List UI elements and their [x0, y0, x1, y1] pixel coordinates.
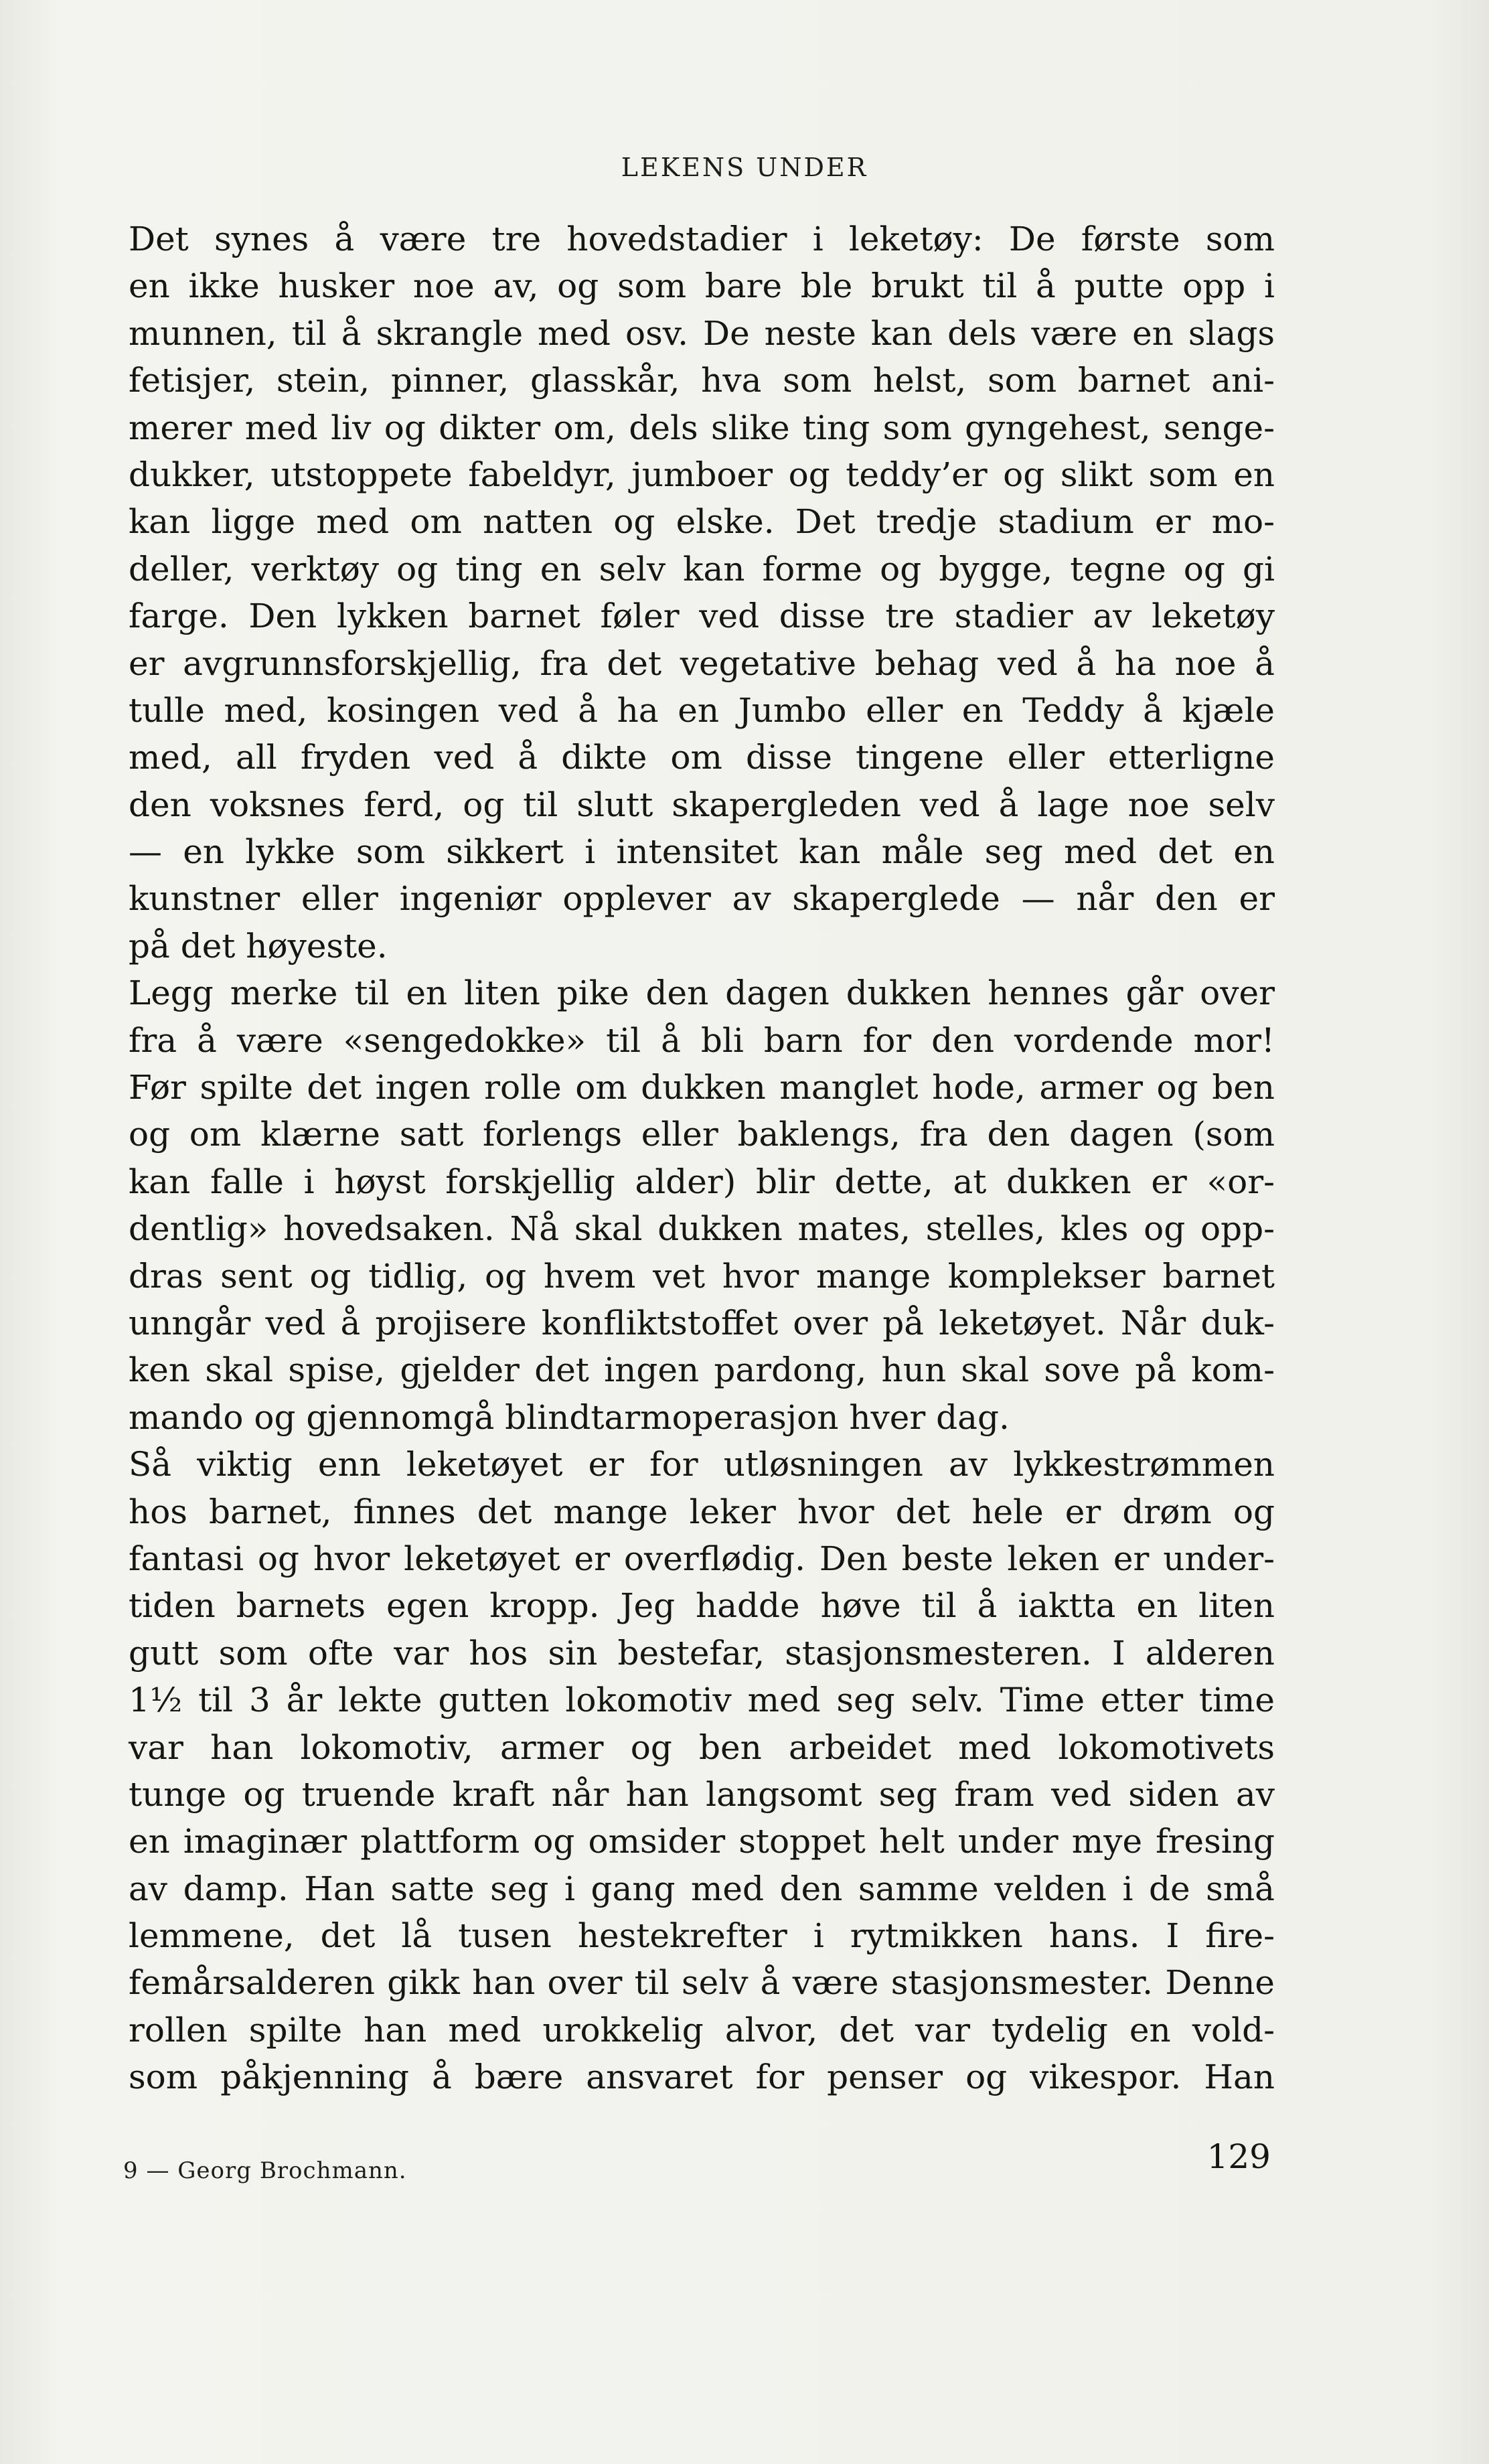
body-text	[129, 216, 1275, 2101]
text-line: kunstner eller ingeniør opplever av skaperglede — når den er	[129, 879, 1275, 919]
text-line: som påkjenning å bære ansvaret for penser og vikespor. Han	[129, 2058, 1275, 2097]
text-line: tunge og truende kraft når han langsomt seg fram ved siden av	[129, 1774, 1275, 1814]
text-line: er avgrunnsforskjellig, fra det vegetative behag ved å ha noe å	[129, 643, 1275, 683]
text-line: — en lykke som sikkert i intensitet kan måle seg med det en	[129, 832, 1275, 872]
text-line: mando og gjennomgå blindtarmoperasjon hver dag.	[129, 1397, 1010, 1437]
text-line: tiden barnets egen kropp. Jeg hadde høve til å iaktta en liten	[129, 1586, 1275, 1626]
text-line: Så viktig enn leketøyet er for utløsningen av lykkestrømmen	[129, 1445, 1275, 1484]
text-line: ken skal spise, gjelder det ingen pardong, hun skal sove på kom-	[129, 1351, 1275, 1390]
text-line: tulle med, kosingen ved å ha en Jumbo eller en Teddy å kjæle	[129, 690, 1275, 730]
text-line: kan ligge med om natten og elske. Det tredje stadium er mo-	[129, 502, 1275, 542]
text-line: rollen spilte han med urokkelig alvor, det var tydelig en vold-	[129, 2010, 1275, 2050]
text-line: lemmene, det lå tusen hestekrefter i rytmikken hans. I fire-	[129, 1916, 1275, 1956]
text-line: unngår ved å projisere konfliktstoffet over på leketøyet. Når duk-	[129, 1303, 1275, 1342]
text-line: fantasi og hvor leketøyet er overflødig. Den beste leken er under-	[129, 1539, 1275, 1578]
text-line: fetisjer, stein, pinner, glasskår, hva som helst, som barnet ani-	[129, 361, 1275, 400]
text-line: gutt som ofte var hos sin bestefar, stasjonsmesteren. I alderen	[129, 1633, 1275, 1673]
text-line: og om klærne satt forlengs eller baklengs, fra den dagen (som	[129, 1115, 1275, 1154]
text-line: Før spilte det ingen rolle om dukken manglet hode, armer og ben	[129, 1068, 1275, 1107]
text-line: var han lokomotiv, armer og ben arbeidet med lokomotivets	[129, 1727, 1275, 1767]
text-line: med, all fryden ved å dikte om disse tingene eller etterligne	[129, 738, 1275, 777]
text-line: fra å være «sengedokke» til å bli barn for den vordende mor!	[129, 1020, 1275, 1060]
text-line: av damp. Han satte seg i gang med den samme velden i de små	[129, 1869, 1275, 1908]
text-line: femårsalderen gikk han over til selv å være stasjonsmester. Denne	[129, 1963, 1275, 2003]
text-line: dras sent og tidlig, og hvem vet hvor mange komplekser barnet	[129, 1256, 1275, 1296]
text-line: merer med liv og dikter om, dels slike ting som gyngehest, senge-	[129, 408, 1275, 447]
text-line: Det synes å være tre hovedstadier i leketøy: De første som	[129, 220, 1275, 258]
text-line: dentlig» hovedsaken. Nå skal dukken mates, stelles, kles og opp-	[129, 1209, 1275, 1249]
text-line: en imaginær plattform og omsider stoppet helt under mye fresing	[129, 1822, 1275, 1861]
text-line: farge. Den lykken barnet føler ved disse tre stadier av leketøy	[129, 597, 1275, 636]
running-header: LEKENS UNDER	[621, 153, 868, 182]
text-line: den voksnes ferd, og til slutt skapergleden ved å lage noe selv	[129, 785, 1275, 824]
text-line: munnen, til å skrangle med osv. De neste kan dels være en slags	[129, 313, 1275, 353]
text-line: Legg merke til en liten pike den dagen dukken hennes går over	[129, 974, 1275, 1013]
signature-mark: 9 — Georg Brochmann.	[123, 2157, 407, 2184]
text-line: hos barnet, finnes det mange leker hvor det hele er drøm og	[129, 1492, 1275, 1531]
text-line: kan falle i høyst forskjellig alder) blir dette, at dukken er «or-	[129, 1162, 1275, 1201]
text-line: på det høyeste.	[129, 926, 388, 966]
text-line: 1½ til 3 år lekte gutten lokomotiv med seg selv. Time etter time	[129, 1681, 1275, 1720]
text-line: deller, verktøy og ting en selv kan forme og bygge, tegne og gi	[129, 549, 1275, 589]
text-line: dukker, utstoppete fabeldyr, jumboer og teddy’er og slikt som en	[129, 455, 1275, 494]
text-line: en ikke husker noe av, og som bare ble brukt til å putte opp i	[129, 266, 1275, 306]
page-number: 129	[1206, 2137, 1271, 2176]
